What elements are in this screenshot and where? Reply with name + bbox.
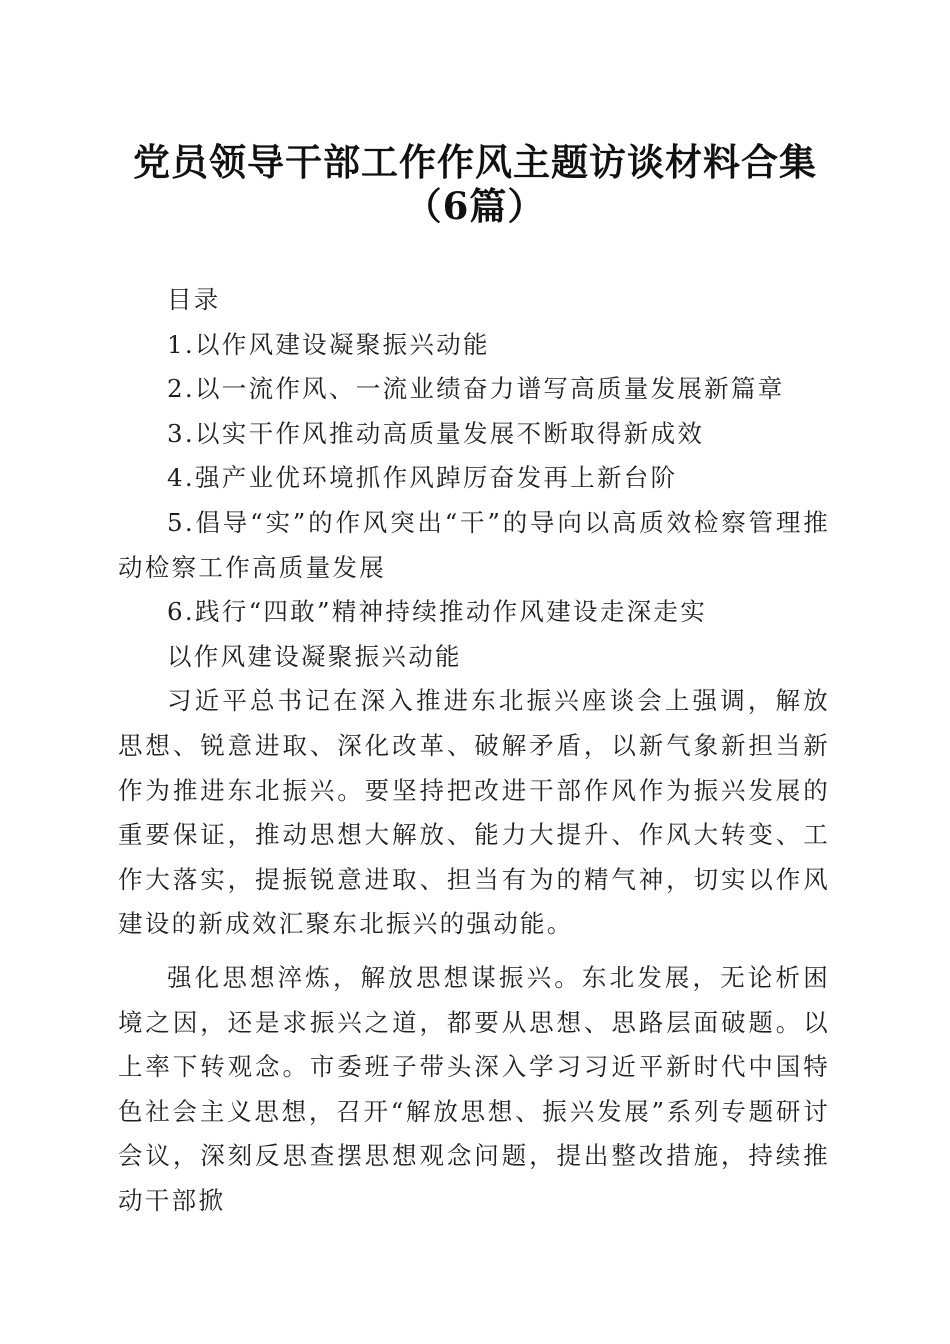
section-title: 以作风建设凝聚振兴动能	[167, 641, 462, 671]
document-title: 党员领导干部工作作风主题访谈材料合集（6篇）	[133, 140, 817, 228]
toc-heading: 目录	[167, 285, 221, 314]
toc-item-2: 2.以一流作风、一流业绩奋力谱写高质量发展新篇章	[167, 374, 785, 404]
toc-item-3: 3.以实干作风推动高质量发展不断取得新成效	[167, 418, 705, 448]
paragraph-spacer	[118, 947, 830, 956]
document-body	[118, 278, 830, 1223]
paragraph-1: 习近平总书记在深入推进东北振兴座谈会上强调，解放思想、锐意进取、深化改革、破解矛盾，以新气象新担当新作为推进东北振兴。要坚持把改进干部作风作为振兴发展的重要保证，推动思想大解放、能力大提升、作风大转变、工作大落实，提振锐意进取、担当有为的精气神，切实以作风建设的新成效汇聚东北振兴的强动能。	[118, 686, 830, 939]
toc-item-5: 5.倡导“实”的作风突出“干”的导向以高质效检察管理推动检察工作高质量发展	[118, 507, 830, 582]
toc-item-6: 6.践行“四敢”精神持续推动作风建设走深走实	[167, 597, 708, 627]
paragraph-2: 强化思想淬炼，解放思想谋振兴。东北发展，无论析困境之因，还是求振兴之道，都要从思想、思路层面破题。以上率下转观念。市委班子带头深入学习习近平新时代中国特色社会主义思想，召开“解放思想、振兴发展”系列专题研讨会议，深刻反思查摆思想观念问题，提出整改措施，持续推动干部掀	[118, 962, 830, 1215]
toc-item-4: 4.强产业优环境抓作风踔厉奋发再上新台阶	[167, 463, 678, 493]
toc-item-1: 1.以作风建设凝聚振兴动能	[167, 329, 490, 359]
